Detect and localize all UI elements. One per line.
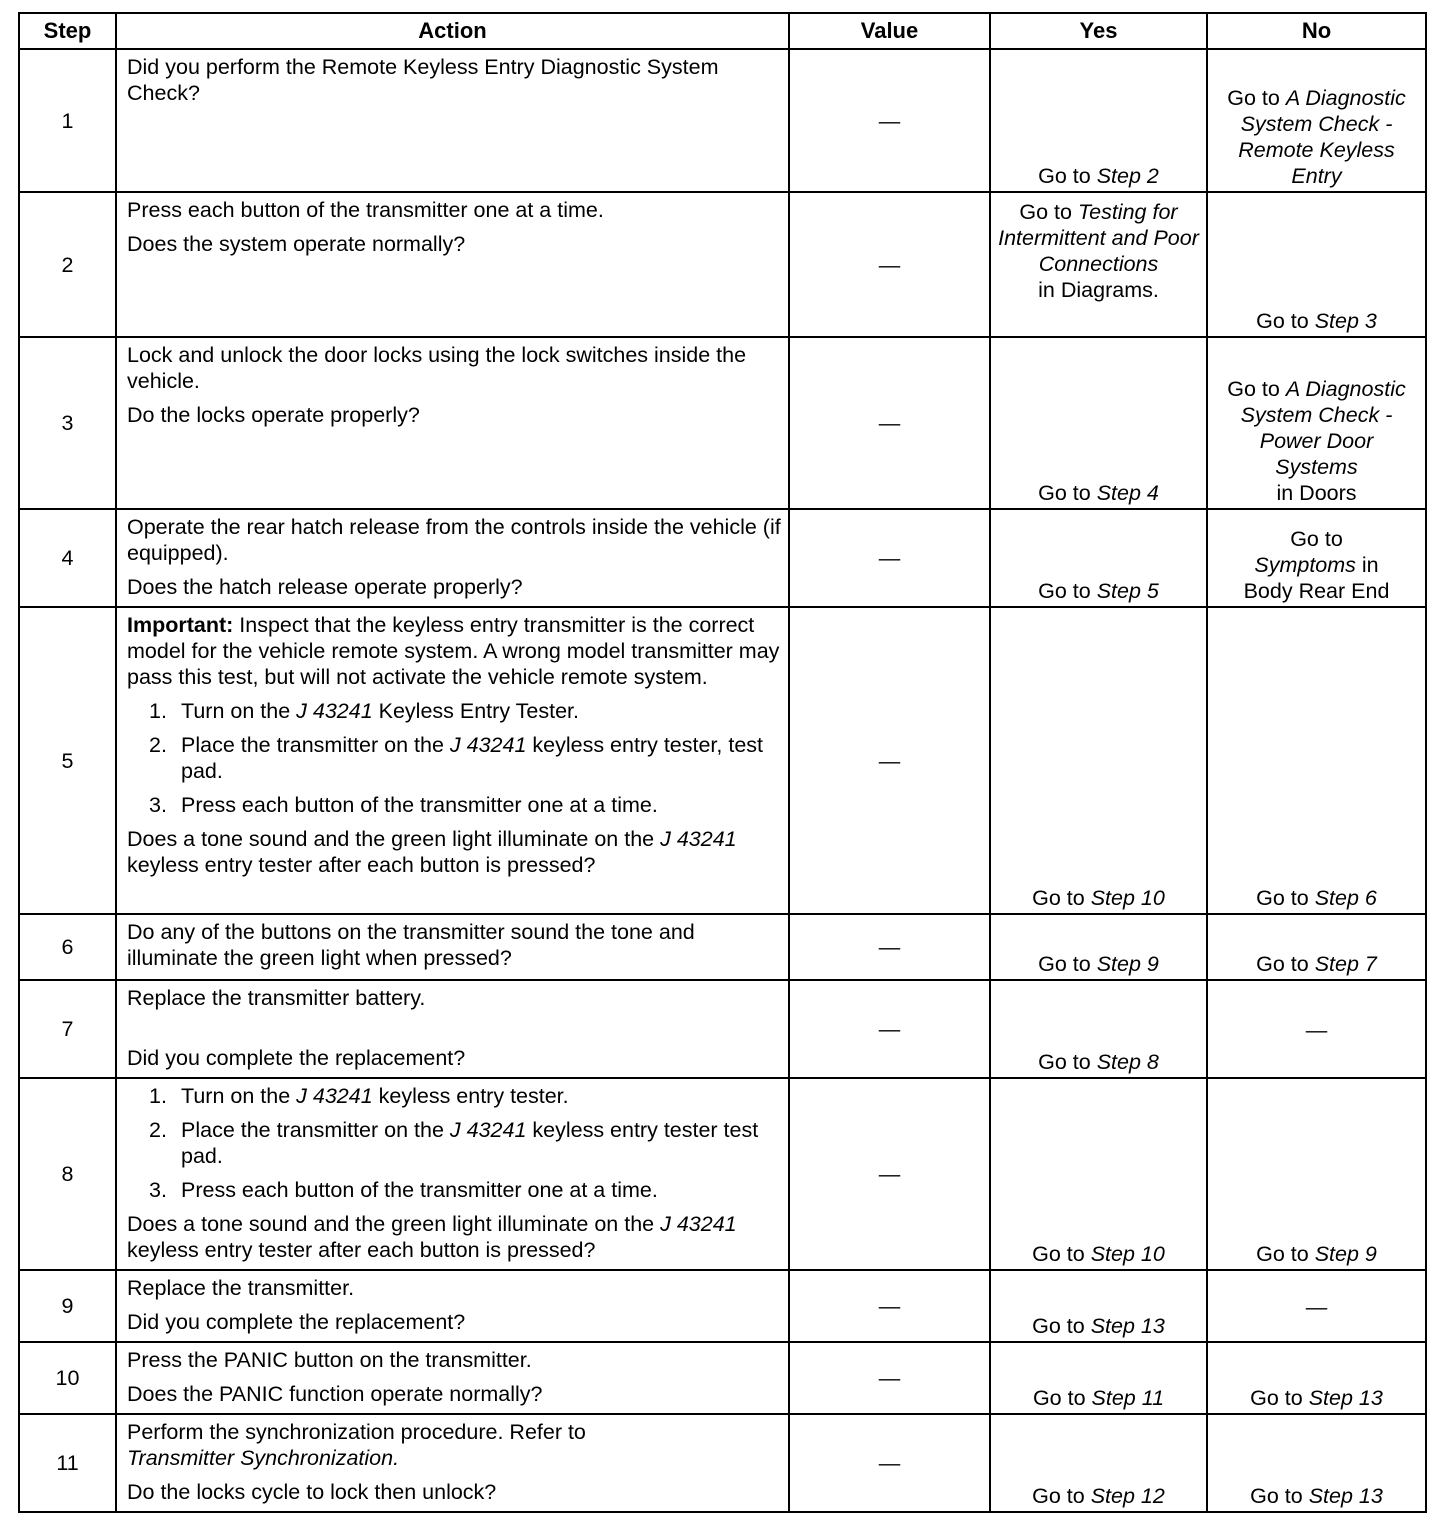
table-row <box>19 49 1426 192</box>
item-text: Press each button of the transmitter one at a time. <box>181 793 658 817</box>
yes-prefix: Go to <box>1038 579 1097 603</box>
value-cell: — <box>789 914 990 980</box>
action-question: Do the locks cycle to lock then unlock? <box>127 1480 497 1504</box>
no-link[interactable]: Step 7 <box>1314 952 1377 976</box>
list-item <box>149 792 782 818</box>
list-item <box>149 1177 782 1203</box>
yes-suffix: in Diagrams. <box>1038 278 1159 302</box>
yes-cell <box>990 49 1207 192</box>
no-prefix: Go to <box>1250 1386 1309 1410</box>
table-row <box>19 607 1426 914</box>
action-text-part: Perform the synchronization procedure. Refer to <box>127 1420 586 1444</box>
action-cell <box>116 607 789 914</box>
yes-link[interactable]: Step 9 <box>1096 952 1159 976</box>
no-link[interactable]: Step 3 <box>1314 309 1377 333</box>
header-action: Action <box>116 13 789 49</box>
tool-ref: J 43241 <box>449 1118 527 1142</box>
yes-link[interactable]: Step 11 <box>1091 1386 1165 1410</box>
action-cell <box>116 337 789 509</box>
yes-cell <box>990 1414 1207 1512</box>
action-text <box>127 1419 782 1471</box>
no-prefix: Go to <box>1227 377 1286 401</box>
question-text: Does a tone sound and the green light illuminate on the <box>127 1212 661 1236</box>
value-cell: — <box>789 509 990 607</box>
yes-link[interactable]: Step 10 <box>1090 1242 1165 1266</box>
action-cell <box>116 49 789 192</box>
yes-prefix: Go to <box>1032 1484 1091 1508</box>
no-prefix: Go to <box>1227 86 1286 110</box>
item-text: keyless entry tester, test pad. <box>181 733 764 783</box>
action-question: Did you complete the replacement? <box>127 1310 466 1334</box>
step-number: 9 <box>19 1270 116 1342</box>
no-link[interactable]: A Diagnostic System Check - Power Door Systems <box>1240 377 1406 479</box>
step-number: 11 <box>19 1414 116 1512</box>
no-cell: — <box>1207 980 1426 1078</box>
yes-link[interactable]: Testing for Intermittent and Poor Connections <box>998 200 1199 276</box>
header-yes: Yes <box>990 13 1207 49</box>
no-cell <box>1207 509 1426 607</box>
step-number: 10 <box>19 1342 116 1414</box>
yes-cell <box>990 1270 1207 1342</box>
no-link[interactable]: Step 13 <box>1308 1386 1383 1410</box>
action-text: Replace the transmitter battery. <box>127 986 426 1010</box>
step-number: 4 <box>19 509 116 607</box>
item-text: Turn on the <box>181 699 297 723</box>
item-number: 1. <box>149 1084 167 1108</box>
procedure-list <box>127 698 782 818</box>
action-question: Do the locks operate properly? <box>127 403 420 427</box>
yes-prefix: Go to <box>1019 200 1078 224</box>
no-prefix: Go to <box>1290 527 1343 551</box>
no-cell <box>1207 337 1426 509</box>
table-row <box>19 337 1426 509</box>
action-question <box>127 1211 782 1263</box>
item-text: Keyless Entry Tester. <box>372 699 579 723</box>
important-note <box>127 612 782 690</box>
table-row <box>19 509 1426 607</box>
action-question: Does the hatch release operate properly? <box>127 575 523 599</box>
yes-cell <box>990 192 1207 337</box>
action-cell <box>116 1270 789 1342</box>
yes-prefix: Go to <box>1038 164 1097 188</box>
procedure-ref[interactable]: Transmitter Synchronization. <box>127 1446 400 1470</box>
step-number: 7 <box>19 980 116 1078</box>
diagnostic-table <box>18 12 1427 1513</box>
no-cell <box>1207 607 1426 914</box>
no-link[interactable]: Step 6 <box>1314 886 1377 910</box>
table-row <box>19 1078 1426 1270</box>
yes-prefix: Go to <box>1032 1314 1091 1338</box>
table-row <box>19 1270 1426 1342</box>
step-number: 5 <box>19 607 116 914</box>
table-row <box>19 1342 1426 1414</box>
item-number: 1. <box>149 699 167 723</box>
yes-prefix: Go to <box>1038 1050 1097 1074</box>
yes-link[interactable]: Step 10 <box>1090 886 1165 910</box>
step-number: 3 <box>19 337 116 509</box>
item-text: keyless entry tester. <box>372 1084 569 1108</box>
value-cell: — <box>789 980 990 1078</box>
item-text: Place the transmitter on the <box>181 1118 450 1142</box>
yes-cell <box>990 914 1207 980</box>
action-cell <box>116 192 789 337</box>
step-number: 6 <box>19 914 116 980</box>
step-number: 8 <box>19 1078 116 1270</box>
list-item <box>149 698 782 724</box>
yes-cell <box>990 980 1207 1078</box>
no-suffix: in Body Rear End <box>1243 553 1390 603</box>
no-suffix: in Doors <box>1276 481 1357 505</box>
yes-link[interactable]: Step 5 <box>1096 579 1159 603</box>
action-text: Do any of the buttons on the transmitter sound the tone and illuminate the green light when pressed? <box>127 920 695 970</box>
no-prefix: Go to <box>1256 952 1315 976</box>
action-text: Press the PANIC button on the transmitter. <box>127 1348 532 1372</box>
action-cell <box>116 1078 789 1270</box>
no-cell: — <box>1207 1270 1426 1342</box>
value-cell: — <box>789 1270 990 1342</box>
tool-ref: J 43241 <box>660 827 737 851</box>
header-value: Value <box>789 13 990 49</box>
question-text: keyless entry tester after each button is pressed? <box>127 1238 596 1262</box>
tool-ref: J 43241 <box>660 1212 737 1236</box>
list-item <box>149 1083 782 1109</box>
action-cell <box>116 1414 789 1512</box>
value-cell: — <box>789 1078 990 1270</box>
action-text: Replace the transmitter. <box>127 1276 355 1300</box>
value-cell: — <box>789 49 990 192</box>
tool-ref: J 43241 <box>296 699 373 723</box>
no-prefix: Go to <box>1256 309 1315 333</box>
item-text: Place the transmitter on the <box>181 733 450 757</box>
item-text: keyless entry tester test pad. <box>181 1118 759 1168</box>
yes-prefix: Go to <box>1032 1386 1092 1410</box>
step-number: 1 <box>19 49 116 192</box>
item-text: Turn on the <box>181 1084 297 1108</box>
action-text: Press each button of the transmitter one at a time. <box>127 198 604 222</box>
action-question <box>127 826 782 878</box>
item-number: 3. <box>149 1178 167 1202</box>
action-cell <box>116 980 789 1078</box>
yes-link[interactable]: Step 12 <box>1090 1484 1165 1508</box>
yes-prefix: Go to <box>1038 481 1097 505</box>
value-cell: — <box>789 337 990 509</box>
yes-cell <box>990 509 1207 607</box>
yes-link[interactable]: Step 8 <box>1096 1050 1159 1074</box>
item-number: 3. <box>149 793 167 817</box>
no-cell <box>1207 49 1426 192</box>
action-text: Did you perform the Remote Keyless Entry Diagnostic System Check? <box>127 55 719 105</box>
yes-cell <box>990 1078 1207 1270</box>
no-link[interactable]: Step 9 <box>1314 1242 1377 1266</box>
no-cell <box>1207 192 1426 337</box>
no-link[interactable]: Step 13 <box>1308 1484 1383 1508</box>
question-text: Does a tone sound and the green light illuminate on the <box>127 827 661 851</box>
yes-prefix: Go to <box>1038 952 1097 976</box>
action-cell <box>116 509 789 607</box>
table-row <box>19 192 1426 337</box>
yes-link[interactable]: Step 13 <box>1090 1314 1165 1338</box>
value-cell: — <box>789 607 990 914</box>
action-text: Lock and unlock the door locks using the lock switches inside the vehicle. <box>127 343 747 393</box>
list-item <box>149 1117 782 1169</box>
important-label: Important: <box>127 613 234 637</box>
no-cell <box>1207 1342 1426 1414</box>
procedure-list <box>127 1083 782 1203</box>
value-cell: — <box>789 1414 990 1512</box>
header-step: Step <box>19 13 116 49</box>
tool-ref: J 43241 <box>296 1084 373 1108</box>
question-text: keyless entry tester after each button is pressed? <box>127 853 596 877</box>
yes-prefix: Go to <box>1032 1242 1091 1266</box>
item-text: Press each button of the transmitter one at a time. <box>181 1178 658 1202</box>
action-question: Did you complete the replacement? <box>127 1046 466 1070</box>
yes-cell <box>990 1342 1207 1414</box>
item-number: 2. <box>149 1118 167 1142</box>
no-prefix: Go to <box>1250 1484 1309 1508</box>
action-question: Does the PANIC function operate normally? <box>127 1382 543 1406</box>
value-cell: — <box>789 192 990 337</box>
no-link[interactable]: Symptoms <box>1254 553 1356 577</box>
step-number: 2 <box>19 192 116 337</box>
no-prefix: Go to <box>1256 1242 1315 1266</box>
yes-link[interactable]: Step 4 <box>1096 481 1159 505</box>
yes-cell <box>990 607 1207 914</box>
yes-cell <box>990 337 1207 509</box>
header-no: No <box>1207 13 1426 49</box>
no-prefix: Go to <box>1256 886 1315 910</box>
action-question: Does the system operate normally? <box>127 232 466 256</box>
value-cell: — <box>789 1342 990 1414</box>
important-text: Inspect that the keyless entry transmitter is the correct model for the vehicle remote system. A wrong model transmitter may pass this test, but will not activate the vehicle remote system. <box>127 613 780 689</box>
table-row <box>19 980 1426 1078</box>
yes-link[interactable]: Step 2 <box>1096 164 1159 188</box>
action-cell <box>116 1342 789 1414</box>
no-cell <box>1207 1414 1426 1512</box>
table-row <box>19 1414 1426 1512</box>
item-number: 2. <box>149 733 167 757</box>
table-row <box>19 914 1426 980</box>
no-cell <box>1207 914 1426 980</box>
tool-ref: J 43241 <box>449 733 527 757</box>
yes-prefix: Go to <box>1032 886 1091 910</box>
list-item <box>149 732 782 784</box>
no-cell <box>1207 1078 1426 1270</box>
action-text: Operate the rear hatch release from the controls inside the vehicle (if equipped). <box>127 515 781 565</box>
action-cell <box>116 914 789 980</box>
header-row <box>19 13 1426 49</box>
no-link[interactable]: A Diagnostic System Check - Remote Keyless Entry <box>1238 86 1406 188</box>
